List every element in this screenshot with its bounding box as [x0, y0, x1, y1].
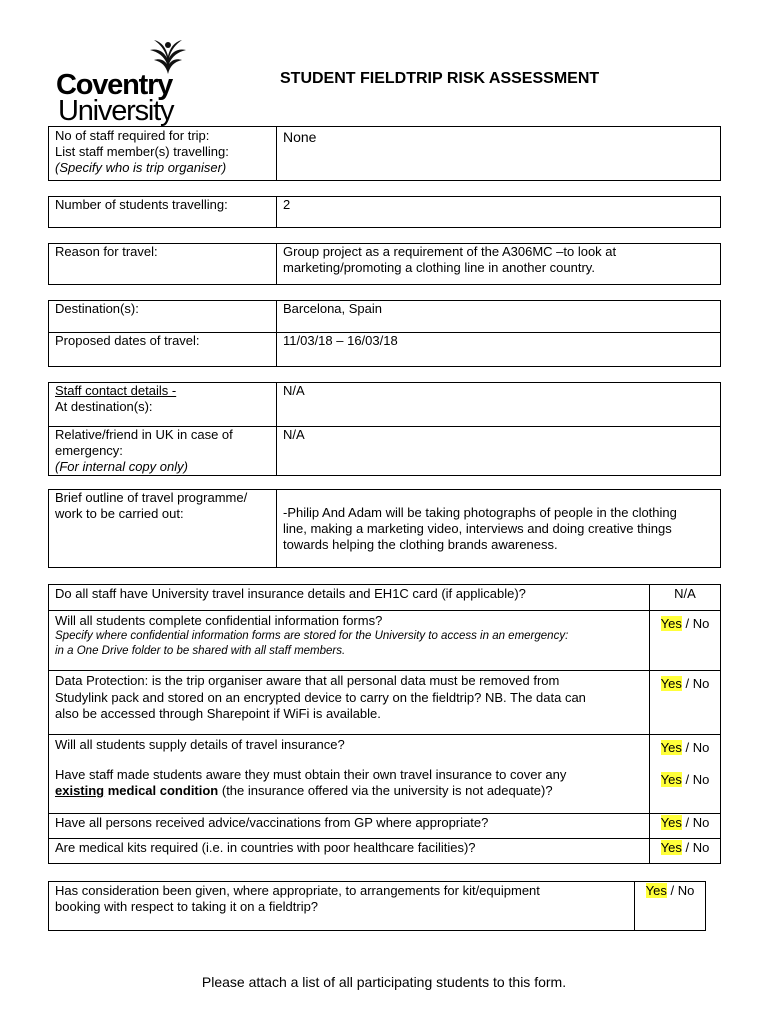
contact-label-line: At destination(s):	[55, 399, 153, 414]
insurance-answer: N/A	[650, 585, 721, 611]
kit-answer	[635, 882, 706, 931]
checks-table	[48, 584, 721, 864]
yes-option: Yes	[660, 772, 682, 787]
no-option: No	[692, 815, 710, 830]
confidential-answer	[650, 611, 721, 671]
no-option: No	[692, 840, 710, 855]
staff-label	[49, 127, 277, 181]
dates-label: Proposed dates of travel:	[49, 333, 277, 367]
yes-option: Yes	[660, 815, 682, 830]
destination-label: Destination(s):	[49, 301, 277, 333]
reason-table	[48, 243, 721, 285]
answer-separator: /	[681, 772, 693, 787]
reason-line: marketing/promoting a clothing line in another country.	[283, 260, 595, 275]
answer-separator: /	[681, 740, 693, 755]
vaccination-answer	[650, 814, 721, 839]
relative-value: N/A	[277, 427, 721, 476]
travel-insurance-question	[49, 735, 650, 814]
contact-value: N/A	[277, 383, 721, 427]
university-logo	[56, 36, 188, 126]
outline-line: towards helping the clothing brands awareness.	[283, 537, 558, 552]
logo-line-1: Coventry	[56, 69, 173, 101]
staff-value: None	[277, 127, 721, 181]
outline-value	[277, 490, 721, 568]
kit-question	[49, 882, 635, 931]
answer-separator: /	[666, 883, 678, 898]
staff-label-line: No of staff required for trip:	[55, 128, 210, 143]
yes-option: Yes	[660, 840, 682, 855]
students-label: Number of students travelling:	[49, 197, 277, 228]
reason-label: Reason for travel:	[49, 244, 277, 285]
students-value: 2	[277, 197, 721, 228]
reason-value	[277, 244, 721, 285]
staff-label-line: List staff member(s) travelling:	[55, 144, 229, 159]
kit-line: booking with respect to taking it on a fieldtrip?	[55, 899, 319, 914]
outline-line: -Philip And Adam will be taking photographs of people in the clothing	[283, 505, 677, 520]
travel-insurance-line: Will all students supply details of travel insurance?	[55, 737, 345, 752]
existing-emphasis: existing	[55, 783, 105, 798]
staff-label-note: (Specify who is trip organiser)	[55, 160, 227, 175]
staff-table	[48, 126, 721, 181]
data-protection-question	[49, 671, 650, 735]
no-option: No	[677, 883, 695, 898]
relative-label	[49, 427, 277, 476]
no-option: No	[692, 676, 710, 691]
relative-label-line: emergency:	[55, 443, 123, 458]
medical-kit-question: Are medical kits required (i.e. in countries with poor healthcare facilities)?	[49, 839, 650, 864]
yes-option: Yes	[660, 616, 682, 631]
contact-table	[48, 382, 721, 476]
confidential-line: Will all students complete confidential information forms?	[55, 613, 383, 628]
dp-line: also be accessed through Sharepoint if WiFi is available.	[55, 706, 381, 721]
reason-line: Group project as a requirement of the A306MC –to look at	[283, 244, 617, 259]
no-option: No	[692, 740, 710, 755]
answer-separator: /	[681, 815, 693, 830]
destination-table	[48, 300, 721, 367]
contact-label	[49, 383, 277, 427]
dp-line: Data Protection: is the trip organiser aware that all personal data must be removed from	[55, 673, 560, 688]
insurance-question: Do all staff have University travel insurance details and EH1C card (if applicable)?	[49, 585, 650, 611]
confidential-question	[49, 611, 650, 671]
outline-label-line: Brief outline of travel programme/	[55, 490, 248, 505]
outline-line: line, making a marketing video, interviews and doing creative things	[283, 521, 672, 536]
travel-insurance-answer	[650, 735, 721, 814]
no-option: No	[692, 772, 710, 787]
medical-emphasis: medical condition	[104, 783, 219, 798]
dates-value: 11/03/18 – 16/03/18	[277, 333, 721, 367]
answer-separator: /	[681, 616, 693, 631]
staff-aware-line	[55, 783, 643, 799]
yes-option: Yes	[660, 676, 682, 691]
contact-label-line: Staff contact details -	[55, 383, 177, 398]
staff-aware-tail: (the insurance offered via the university is not adequate)?	[218, 783, 553, 798]
footer-note: Please attach a list of all participating students to this form.	[201, 974, 567, 990]
page-title: STUDENT FIELDTRIP RISK ASSESSMENT	[280, 70, 600, 87]
outline-label	[49, 490, 277, 568]
confidential-note: Specify where confidential information forms are stored for the University to access in an emergency:	[55, 630, 569, 642]
staff-aware-line: Have staff made students aware they must obtain their own travel insurance to cover any	[55, 767, 567, 782]
answer-separator: /	[681, 676, 693, 691]
relative-label-line: Relative/friend in UK in case of	[55, 427, 233, 442]
confidential-note: in a One Drive folder to be shared with all staff members.	[55, 645, 346, 657]
outline-label-line: work to be carried out:	[55, 506, 184, 521]
relative-label-note: (For internal copy only)	[55, 459, 188, 474]
kit-table	[48, 881, 706, 931]
students-table	[48, 196, 721, 228]
dp-line: Studylink pack and stored on an encrypted device to carry on the fieldtrip? NB. The data can	[55, 689, 586, 705]
yes-option: Yes	[645, 883, 667, 898]
outline-table	[48, 489, 721, 568]
logo-line-2: University	[58, 95, 174, 127]
kit-line: Has consideration been given, where appropriate, to arrangements for kit/equipment	[55, 883, 540, 898]
no-option: No	[692, 616, 710, 631]
yes-option: Yes	[660, 740, 682, 755]
answer-separator: /	[681, 840, 693, 855]
vaccination-question: Have all persons received advice/vaccinations from GP where appropriate?	[49, 814, 650, 839]
destination-value: Barcelona, Spain	[277, 301, 721, 333]
medical-kit-answer	[650, 839, 721, 864]
data-protection-answer	[650, 671, 721, 735]
